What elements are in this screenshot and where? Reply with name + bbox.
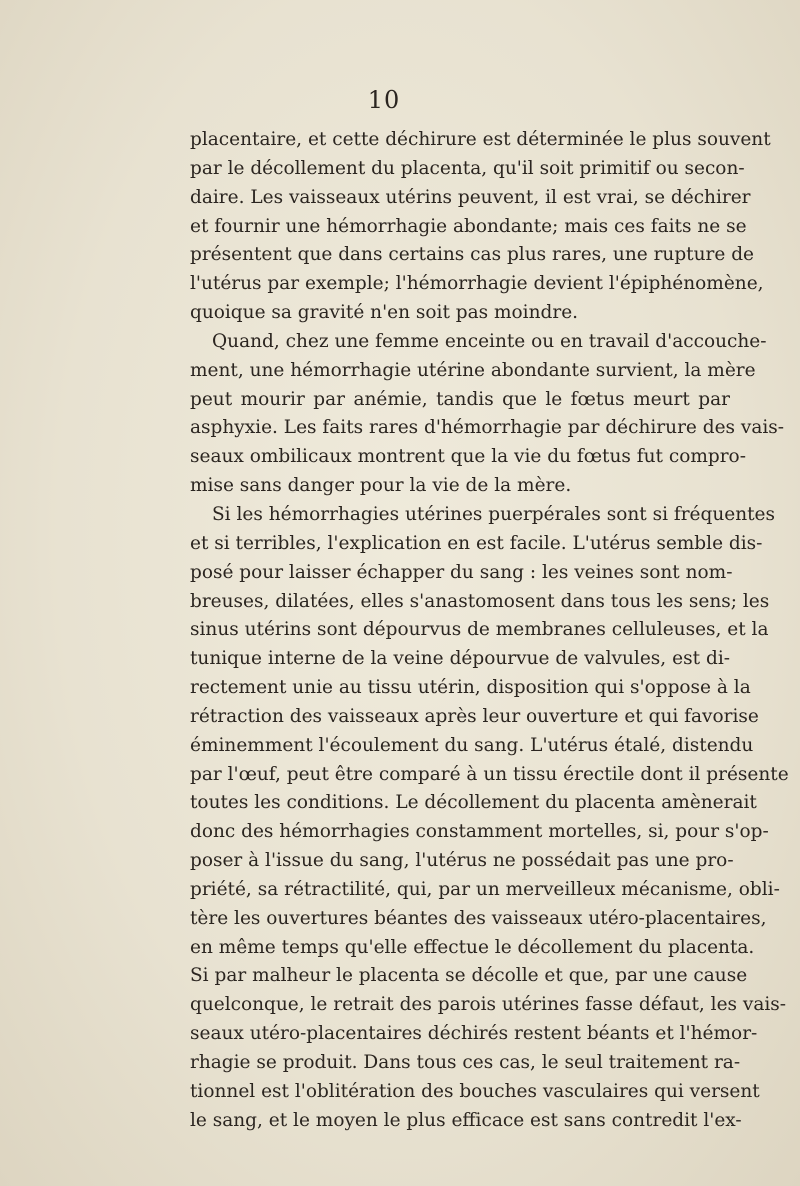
- text-line: mise sans danger pour la vie de la mère.: [190, 475, 572, 497]
- text-line: Si les hémorrhagies utérines puerpérales sont si fréquentes: [212, 503, 776, 525]
- text-line: daire. Les vaisseaux utérins peuvent, il est vrai, se déchirer: [190, 186, 751, 208]
- text-line: ment, une hémorrhagie utérine abondante survient, la mère: [190, 359, 756, 381]
- text-line: présentent que dans certains cas plus rares, une rupture de: [190, 244, 754, 266]
- text-line: peut mourir par anémie, tandis que le fœtus meurt par: [190, 388, 730, 410]
- text-line: priété, sa rétractilité, qui, par un merveilleux mécanisme, obli-: [190, 878, 780, 900]
- text-line: par l'œuf, peut être comparé à un tissu érectile dont il présente: [190, 763, 789, 785]
- text-line: l'utérus par exemple; l'hémorrhagie devient l'épiphénomène,: [190, 273, 764, 295]
- text-line: Si par malheur le placenta se décolle et que, par une cause: [190, 965, 748, 987]
- text-line: et si terribles, l'explication en est facile. L'utérus semble dis-: [190, 532, 763, 554]
- text-line: seaux ombilicaux montrent que la vie du fœtus fut compro-: [190, 446, 746, 468]
- text-line: breuses, dilatées, elles s'anastomosent dans tous les sens; les: [190, 590, 770, 612]
- text-line: tère les ouvertures béantes des vaisseaux utéro-placentaires,: [190, 907, 767, 929]
- paragraph: [190, 328, 785, 501]
- text-line: rectement unie au tissu utérin, disposition qui s'oppose à la: [190, 677, 751, 699]
- text-line: toutes les conditions. Le décollement du placenta amènerait: [190, 792, 757, 814]
- text-line: par le décollement du placenta, qu'il soit primitif ou secon-: [190, 157, 745, 179]
- paragraph: [190, 126, 771, 328]
- body-text: [190, 126, 789, 1136]
- text-line: tunique interne de la veine dépourvue de valvules, est di-: [190, 648, 730, 670]
- text-line: seaux utéro-placentaires déchirés restent béants et l'hémor-: [190, 1023, 758, 1045]
- text-line: asphyxie. Les faits rares d'hémorrhagie par déchirure des vais-: [190, 417, 785, 439]
- text-line: poser à l'issue du sang, l'utérus ne possédait pas une pro-: [190, 850, 734, 872]
- text-line: et fournir une hémorrhagie abondante; mais ces faits ne se: [190, 215, 747, 237]
- text-line: rétraction des vaisseaux après leur ouverture et qui favorise: [190, 705, 759, 727]
- page-number: 10: [367, 86, 401, 114]
- text-line: éminemment l'écoulement du sang. L'utérus étalé, distendu: [190, 734, 754, 756]
- text-line: quoique sa gravité n'en soit pas moindre.: [190, 302, 579, 324]
- text-line: rhagie se produit. Dans tous ces cas, le seul traitement ra-: [190, 1052, 741, 1073]
- text-line: sinus utérins sont dépourvus de membranes celluleuses, et la: [190, 619, 769, 641]
- text-line: placentaire, et cette déchirure est déterminée le plus souvent: [190, 129, 771, 150]
- paragraph: [190, 501, 789, 1136]
- text-line: donc des hémorrhagies constamment mortelles, si, pour s'op-: [190, 821, 769, 843]
- text-line: Quand, chez une femme enceinte ou en travail d'accouche-: [212, 330, 767, 352]
- text-line: le sang, et le moyen le plus efficace est sans contredit l'ex-: [190, 1109, 742, 1131]
- text-line: quelconque, le retrait des parois utérines fasse défaut, les vais-: [190, 994, 787, 1016]
- text-line: en même temps qu'elle effectue le décollement du placenta.: [190, 936, 755, 958]
- text-line: tionnel est l'oblitération des bouches vasculaires qui versent: [190, 1080, 760, 1102]
- text-line: posé pour laisser échapper du sang : les veines sont nom-: [190, 561, 733, 583]
